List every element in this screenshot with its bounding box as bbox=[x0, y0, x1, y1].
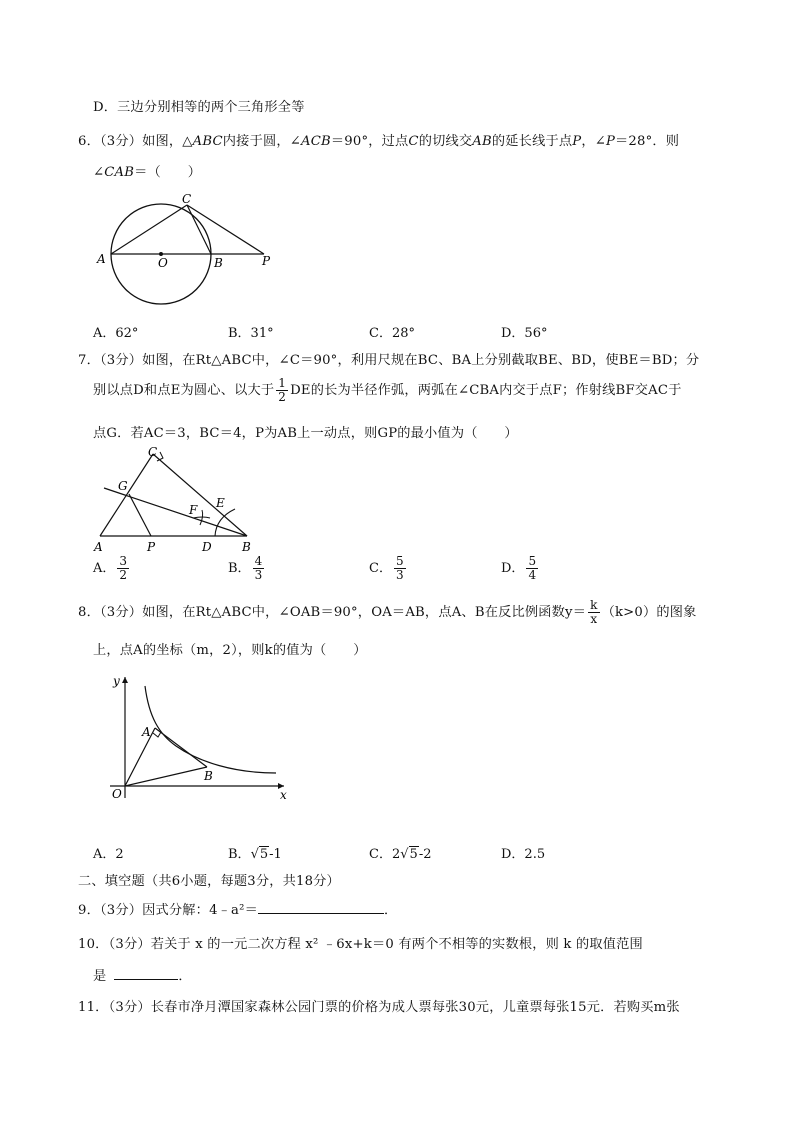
q6-var: P bbox=[572, 134, 582, 149]
q7-option-letter: A． bbox=[93, 561, 116, 576]
q6-stem-line2 bbox=[93, 164, 201, 182]
q7-opt-num: 5 bbox=[395, 554, 404, 568]
q7-option-fraction bbox=[526, 555, 538, 582]
q8-line-ob bbox=[125, 767, 207, 786]
q6-line-ac bbox=[111, 205, 187, 254]
q7-frac-den: 2 bbox=[278, 390, 287, 404]
q7-option-c[interactable] bbox=[369, 555, 408, 582]
q6-label-a: A bbox=[97, 252, 106, 266]
q7-text: 别以点D和点E为圆心、以大于 bbox=[93, 383, 275, 398]
q10-answer-blank[interactable] bbox=[114, 979, 178, 980]
q9-text: 9．（3分）因式分解：4﹣a²＝ bbox=[78, 903, 258, 918]
q8-option-c[interactable] bbox=[369, 843, 431, 862]
q8-frac-num: k bbox=[590, 598, 598, 612]
q6-option-a[interactable]: A．62° bbox=[93, 326, 139, 341]
q7-label-e: E bbox=[216, 496, 225, 510]
q6-var: AB bbox=[472, 134, 492, 149]
q9-answer-blank[interactable] bbox=[258, 913, 384, 914]
q8-label-y: y bbox=[113, 674, 120, 688]
q6-text: 的切线交 bbox=[418, 134, 473, 149]
q6-text: ＝（ ） bbox=[134, 165, 202, 180]
q7-opt-den: 3 bbox=[395, 568, 404, 582]
q7-opt-num: 3 bbox=[119, 554, 128, 568]
q8-text: 8．（3分）如图，在Rt△ABC中，∠OAB＝90°，OA＝AB，点A、B在反比例函数y＝ bbox=[78, 605, 587, 620]
q9-stem bbox=[78, 902, 397, 920]
q8-stem-line1 bbox=[78, 599, 697, 627]
q7-opt-den: 2 bbox=[119, 568, 128, 582]
q6-text: 的延长线于点 bbox=[491, 134, 573, 149]
q7-option-d[interactable] bbox=[501, 555, 540, 582]
q7-opt-den: 4 bbox=[528, 568, 537, 582]
q8-sqrt: √5 bbox=[250, 847, 269, 862]
q7-option-letter: B． bbox=[228, 561, 251, 576]
q8-option-tail: -1 bbox=[269, 847, 282, 862]
q8-option-tail: -2 bbox=[418, 847, 432, 862]
q7-stem-line1: 7．（3分）如图，在Rt△ABC中，∠C＝90°，利用尺规在BC、BA上分别截取BE、BD，使BE＝BD；分 bbox=[78, 353, 700, 368]
q8-figure bbox=[104, 672, 294, 802]
q10-stem-line1: 10．（3分）若关于 x 的一元二次方程 x² ﹣6x+k＝0 有两个不相等的实数根，则 k 的取值范围 bbox=[78, 937, 643, 952]
q7-frac-num: 1 bbox=[278, 376, 287, 390]
q7-label-f: F bbox=[189, 503, 198, 517]
q7-option-b[interactable] bbox=[228, 555, 266, 582]
q6-label-c: C bbox=[182, 192, 192, 206]
q7-opt-num: 4 bbox=[254, 554, 263, 568]
q8-option-letter: C． bbox=[369, 847, 392, 862]
q7-label-g: G bbox=[118, 479, 128, 493]
q11-stem-line1: 11．（3分）长春市净月潭国家森林公园门票的价格为成人票每张30元，儿童票每张15元．若购买m张 bbox=[78, 1000, 680, 1015]
q6-option-b[interactable]: B．31° bbox=[228, 326, 274, 341]
q7-label-a: A bbox=[94, 540, 103, 554]
q6-label-o: O bbox=[158, 256, 168, 270]
q7-option-a[interactable] bbox=[93, 555, 131, 582]
q8-label-x: x bbox=[280, 788, 287, 802]
q9-end: ． bbox=[383, 903, 398, 918]
q8-option-d[interactable]: D．2.5 bbox=[501, 847, 546, 862]
q8-fraction bbox=[588, 599, 599, 626]
q6-var: ACB bbox=[300, 134, 331, 149]
q7-label-c: C bbox=[148, 446, 158, 459]
q6-text: ＝90°，过点 bbox=[330, 134, 409, 149]
q6-var: P bbox=[605, 134, 616, 149]
q7-label-d: D bbox=[202, 540, 212, 554]
q8-stem-line2: 上，点A的坐标（m，2），则k的值为（ ） bbox=[93, 643, 367, 658]
q7-ray-bg bbox=[104, 488, 247, 536]
q6-var: ∠CAB bbox=[93, 165, 135, 180]
q7-option-fraction bbox=[117, 555, 129, 582]
q8-option-a[interactable]: A．2 bbox=[93, 847, 124, 862]
q6-option-d[interactable]: D．56° bbox=[501, 326, 548, 341]
q8-option-coef: 2 bbox=[391, 847, 401, 862]
q8-line-ab bbox=[155, 728, 207, 767]
q7-right-angle bbox=[157, 452, 163, 461]
q8-label-o: O bbox=[112, 787, 122, 801]
q8-option-letter: B． bbox=[228, 847, 251, 862]
q8-right-angle bbox=[153, 732, 161, 737]
q7-arc-f2 bbox=[193, 517, 210, 518]
q7-option-fraction bbox=[253, 555, 265, 582]
q6-text: 6．（3分）如图，△ bbox=[78, 134, 193, 149]
q7-stem-line3: 点G．若AC＝3，BC＝4，P为AB上一动点，则GP的最小值为（ ） bbox=[93, 426, 518, 441]
q8-label-a: A bbox=[142, 725, 151, 739]
q7-option-letter: C． bbox=[369, 561, 392, 576]
q5-option-d: D．三边分别相等的两个三角形全等 bbox=[93, 100, 305, 115]
q7-text: DE的长为半径作弧，两弧在∠CBA内交于点F；作射线BF交AC于 bbox=[290, 383, 682, 398]
q7-figure bbox=[90, 446, 260, 554]
section-2-heading: 二、填空题（共6小题，每题3分，共18分） bbox=[78, 874, 340, 889]
q7-stem-line2 bbox=[93, 377, 682, 405]
q10-stem-line2 bbox=[93, 968, 192, 986]
q10-end: ． bbox=[178, 969, 192, 984]
q7-option-fraction bbox=[394, 555, 406, 582]
q8-text: （k>0）的图象 bbox=[601, 605, 697, 620]
q8-label-b: B bbox=[204, 769, 213, 783]
q6-label-p: P bbox=[262, 254, 271, 268]
q7-label-b: B bbox=[242, 540, 251, 554]
q6-var: ABC bbox=[192, 134, 223, 149]
q7-option-letter: D． bbox=[501, 561, 525, 576]
q8-y-arrow bbox=[122, 677, 128, 683]
q6-label-b: B bbox=[214, 256, 223, 270]
q6-text: ＝28°．则 bbox=[615, 134, 680, 149]
q8-frac-den: x bbox=[590, 612, 598, 626]
q6-text: ，∠ bbox=[581, 134, 606, 149]
q6-text: 内接于圆，∠ bbox=[222, 134, 301, 149]
q7-line-cb bbox=[153, 454, 247, 536]
q8-hyperbola bbox=[145, 686, 276, 773]
q6-figure bbox=[90, 192, 290, 310]
q8-sqrt: √5 bbox=[400, 847, 418, 862]
q7-label-p: P bbox=[147, 540, 156, 554]
q8-radicand: 5 bbox=[409, 847, 418, 862]
q6-option-c[interactable]: C．28° bbox=[369, 326, 415, 341]
q7-opt-den: 3 bbox=[254, 568, 263, 582]
q6-var: C bbox=[408, 134, 419, 149]
q8-radicand: 5 bbox=[259, 847, 269, 862]
q7-opt-num: 5 bbox=[528, 554, 537, 568]
q6-stem-line1 bbox=[78, 133, 679, 151]
q7-fraction bbox=[276, 377, 288, 404]
q8-option-b[interactable] bbox=[228, 843, 282, 862]
q10-text: 是 bbox=[93, 969, 107, 984]
